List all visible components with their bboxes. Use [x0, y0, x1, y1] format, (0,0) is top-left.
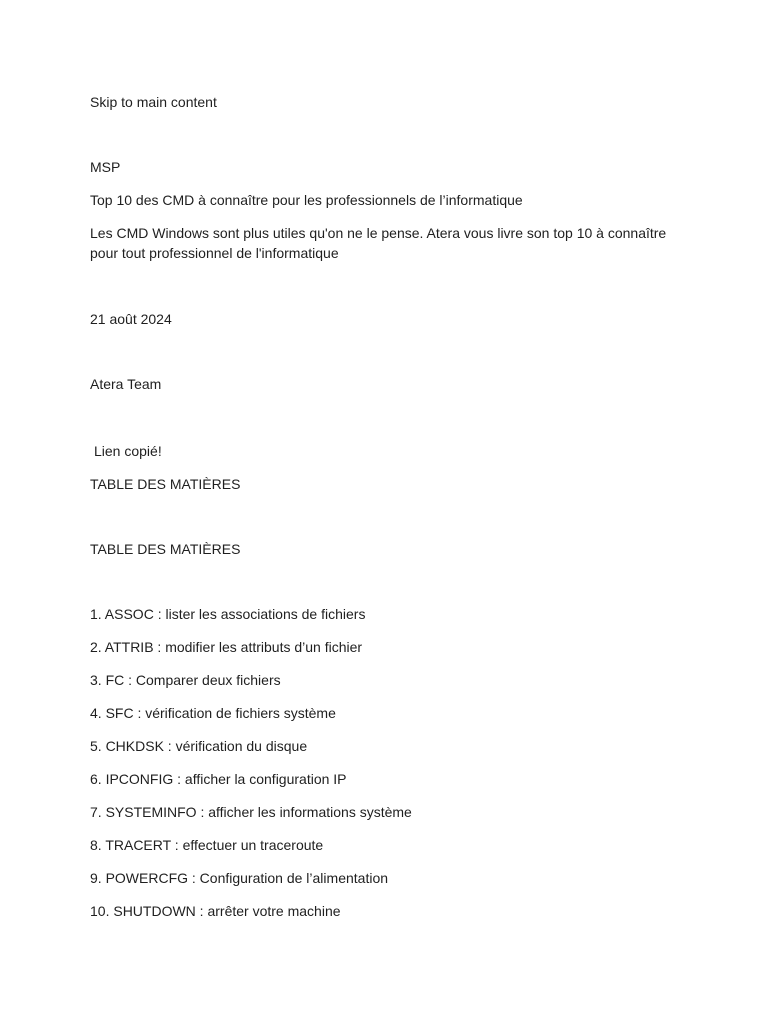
- link-copied-notice: Lien copié!: [94, 443, 162, 459]
- article-author[interactable]: Atera Team: [90, 376, 162, 392]
- toc-item-ipconfig[interactable]: 6. IPCONFIG : afficher la configuration IP: [90, 771, 347, 787]
- article-date: 21 août 2024: [90, 311, 172, 327]
- table-of-contents: [90, 604, 690, 934]
- category-label[interactable]: MSP: [90, 159, 121, 175]
- toc-item-systeminfo[interactable]: 7. SYSTEMINFO : afficher les informations système: [90, 804, 412, 820]
- article-title: Top 10 des CMD à connaître pour les professionnels de l’informatique: [90, 192, 523, 208]
- toc-item-assoc[interactable]: 1. ASSOC : lister les associations de fichiers: [90, 606, 366, 622]
- toc-item-tracert[interactable]: 8. TRACERT : effectuer un traceroute: [90, 837, 324, 853]
- toc-heading: TABLE DES MATIÈRES: [90, 541, 241, 557]
- toc-item-fc[interactable]: 3. FC : Comparer deux fichiers: [90, 672, 281, 688]
- article-subtitle: Les CMD Windows sont plus utiles qu'on ne le pense. Atera vous livre son top 10 à connaître pour tout professionnel de l'informatique: [90, 225, 667, 261]
- toc-item-sfc[interactable]: 4. SFC : vérification de fichiers système: [90, 705, 336, 721]
- toc-item-attrib[interactable]: 2. ATTRIB : modifier les attributs d’un fichier: [90, 639, 363, 655]
- skip-to-main-link[interactable]: Skip to main content: [90, 94, 217, 110]
- toc-heading-toggle[interactable]: TABLE DES MATIÈRES: [90, 476, 241, 492]
- toc-item-shutdown[interactable]: 10. SHUTDOWN : arrêter votre machine: [90, 903, 341, 919]
- toc-item-powercfg[interactable]: 9. POWERCFG : Configuration de l’alimentation: [90, 870, 389, 886]
- toc-item-chkdsk[interactable]: 5. CHKDSK : vérification du disque: [90, 738, 308, 754]
